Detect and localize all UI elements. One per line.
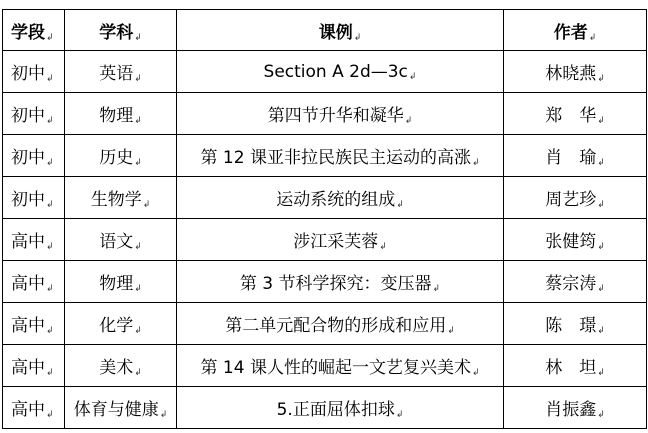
paragraph-mark-icon: ↲	[46, 158, 54, 168]
paragraph-mark-icon: ↲	[395, 410, 404, 420]
cell-stage: 高中↲	[3, 387, 65, 429]
cell-subject: 物理↲	[65, 261, 177, 303]
paragraph-mark-icon: ↲	[46, 326, 54, 336]
paragraph-mark-icon: ↲	[134, 32, 142, 43]
header-lesson: 课例↲	[177, 10, 504, 51]
paragraph-mark-icon: ↲	[134, 326, 142, 336]
paragraph-mark-icon: ↲	[46, 74, 54, 84]
paragraph-mark-icon: ↲	[447, 326, 455, 336]
table-header-row	[3, 10, 647, 51]
paragraph-mark-icon: ↲	[597, 158, 605, 168]
table-row	[3, 51, 647, 93]
table-row	[3, 135, 647, 177]
table-row	[3, 303, 647, 345]
table-row	[3, 177, 647, 219]
cell-subject: 生物学↲	[65, 177, 177, 219]
paragraph-mark-icon: ↲	[597, 200, 605, 210]
cell-lesson: 第 14 课人性的崛起一文艺复兴美术↲	[177, 345, 504, 387]
table-row	[3, 387, 647, 429]
cell-author: 林晓燕↲	[504, 51, 647, 93]
cell-subject: 物理↲	[65, 93, 177, 135]
paragraph-mark-icon: ↲	[46, 368, 54, 378]
paragraph-mark-icon: ↲	[404, 116, 413, 126]
cell-author: 蔡宗涛↲	[504, 261, 647, 303]
cell-subject: 历史↲	[65, 135, 177, 177]
paragraph-mark-icon: ↲	[597, 368, 605, 378]
cell-subject: 语文↲	[65, 219, 177, 261]
cell-stage: 初中↲	[3, 93, 65, 135]
paragraph-mark-icon: ↲	[408, 71, 417, 82]
cell-lesson: 第二单元配合物的形成和应用↲	[177, 303, 504, 345]
paragraph-mark-icon: ↲	[142, 200, 151, 210]
cell-lesson: 第 12 课亚非拉民族民主运动的高涨↲	[177, 135, 504, 177]
paragraph-mark-icon: ↲	[46, 242, 54, 252]
cell-stage: 初中↲	[3, 51, 65, 93]
cell-author: 陈 璟↲	[504, 303, 647, 345]
header-stage: 学段↲	[3, 10, 65, 51]
table-row	[3, 93, 647, 135]
cell-author: 肖振鑫↲	[504, 387, 647, 429]
header-author: 作者↲	[504, 10, 647, 51]
table-row	[3, 261, 647, 303]
paragraph-mark-icon: ↲	[353, 32, 362, 43]
paragraph-mark-icon: ↲	[597, 410, 605, 420]
paragraph-mark-icon: ↲	[46, 410, 54, 420]
paragraph-mark-icon: ↲	[597, 74, 605, 84]
table-row	[3, 345, 647, 387]
cell-author: 郑 华↲	[504, 93, 647, 135]
cell-stage: 高中↲	[3, 345, 65, 387]
cell-author: 肖 瑜↲	[504, 135, 647, 177]
table-row	[3, 219, 647, 261]
cell-subject: 英语↲	[65, 51, 177, 93]
cell-stage: 初中↲	[3, 177, 65, 219]
paragraph-mark-icon: ↲	[134, 242, 142, 252]
paragraph-mark-icon: ↲	[46, 32, 54, 43]
paragraph-mark-icon: ↲	[432, 284, 441, 294]
paragraph-mark-icon: ↲	[134, 74, 142, 84]
paragraph-mark-icon: ↲	[46, 284, 54, 294]
paragraph-mark-icon: ↲	[597, 326, 605, 336]
paragraph-mark-icon: ↲	[471, 368, 480, 378]
paragraph-mark-icon: ↲	[134, 284, 142, 294]
cell-lesson: 5.正面屈体扣球↲	[177, 387, 504, 429]
cell-author: 林 坦↲	[504, 345, 647, 387]
lesson-table	[2, 9, 647, 429]
cell-subject: 美术↲	[65, 345, 177, 387]
table-body	[3, 51, 647, 429]
cell-subject: 体育与健康↲	[65, 387, 177, 429]
cell-stage: 高中↲	[3, 303, 65, 345]
cell-stage: 高中↲	[3, 219, 65, 261]
cell-subject: 化学↲	[65, 303, 177, 345]
paragraph-mark-icon: ↲	[379, 242, 387, 252]
cell-lesson: 运动系统的组成↲	[177, 177, 504, 219]
cell-author: 周艺珍↲	[504, 177, 647, 219]
cell-author: 张健筠↲	[504, 219, 647, 261]
cell-lesson: 第四节升华和凝华↲	[177, 93, 504, 135]
paragraph-mark-icon: ↲	[134, 116, 142, 126]
paragraph-mark-icon: ↲	[597, 242, 605, 252]
cell-lesson: 涉江采芙蓉↲	[177, 219, 504, 261]
paragraph-mark-icon: ↲	[134, 368, 142, 378]
paragraph-mark-icon: ↲	[588, 32, 597, 43]
cell-lesson: 第 3 节科学探究：变压器↲	[177, 261, 504, 303]
paragraph-mark-icon: ↲	[46, 116, 54, 126]
paragraph-mark-icon: ↲	[159, 410, 168, 420]
header-subject: 学科↲	[65, 10, 177, 51]
cell-lesson: Section A 2d—3c↲	[177, 51, 504, 93]
paragraph-mark-icon: ↲	[471, 158, 480, 168]
cell-stage: 高中↲	[3, 261, 65, 303]
paragraph-mark-icon: ↲	[597, 284, 605, 294]
paragraph-mark-icon: ↲	[396, 200, 404, 210]
paragraph-mark-icon: ↲	[134, 158, 142, 168]
paragraph-mark-icon: ↲	[597, 116, 605, 126]
paragraph-mark-icon: ↲	[46, 200, 54, 210]
cell-stage: 初中↲	[3, 135, 65, 177]
